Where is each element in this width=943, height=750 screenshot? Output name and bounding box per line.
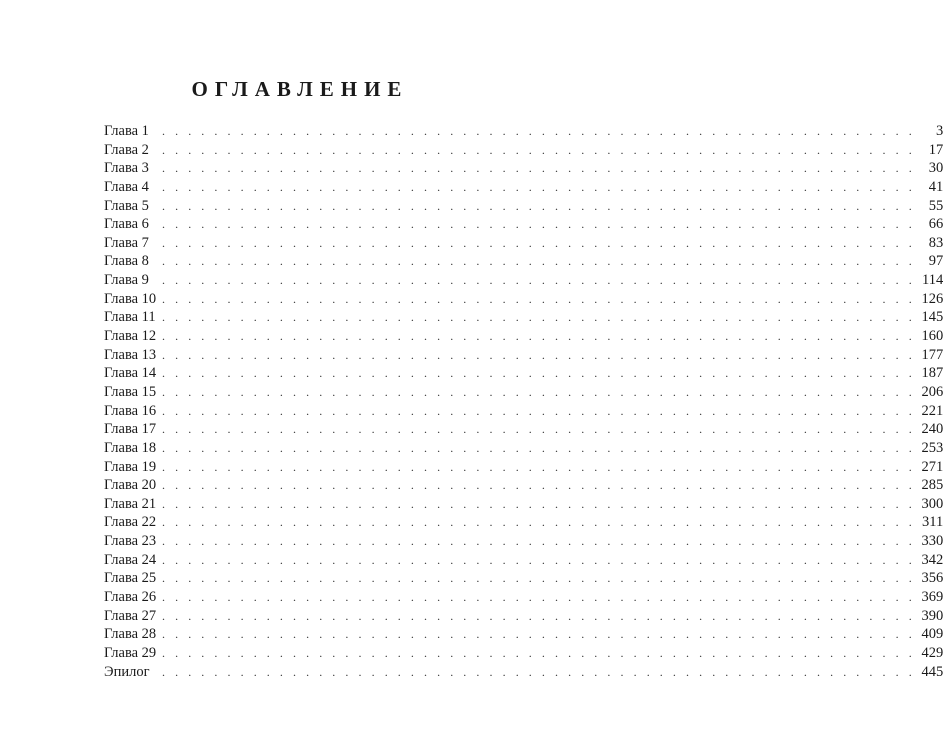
toc-entry xyxy=(104,383,943,402)
toc-entry-label: Глава 14 xyxy=(104,365,157,382)
toc-entry-label: Глава 1 xyxy=(104,123,149,139)
page-title: ОГЛАВЛЕНИЕ xyxy=(191,77,409,101)
toc-entry xyxy=(104,420,943,439)
toc-entry xyxy=(104,141,943,160)
toc-entry-page-number: 114 xyxy=(922,272,943,289)
toc-entry xyxy=(104,551,943,570)
toc-entry-label: Глава 6 xyxy=(104,216,149,233)
toc-entry-page-number: 253 xyxy=(921,439,943,456)
table-of-contents xyxy=(104,122,943,681)
toc-entry xyxy=(104,308,943,327)
toc-entry-label: Глава 9 xyxy=(104,272,149,289)
toc-dot-leader: . . . . . . . . . . . . . . . . . . . . . . . . . . . . . . . . . . . . . . . . . . . . . . . . . . . . . . . . . . xyxy=(162,217,916,232)
toc-entry-label: Глава 27 xyxy=(104,607,157,624)
toc-entry-page-number: 429 xyxy=(921,644,943,661)
toc-entry xyxy=(104,346,943,365)
toc-entry xyxy=(104,252,943,271)
toc-entry-label: Глава 25 xyxy=(104,570,157,587)
toc-dot-leader: . . . . . . . . . . . . . . . . . . . . . . . . . . . . . . . . . . . . . . . . . . . . . . . . . . . . . . . . . . xyxy=(162,310,916,325)
toc-dot-leader: . . . . . . . . . . . . . . . . . . . . . . . . . . . . . . . . . . . . . . . . . . . . . . . . . . . . . . . . . . xyxy=(162,347,916,362)
toc-entry xyxy=(104,569,943,588)
toc-entry-label: Глава 12 xyxy=(104,328,157,345)
toc-dot-leader: . . . . . . . . . . . . . . . . . . . . . . . . . . . . . . . . . . . . . . . . . . . . . . . . . . . . . . . . . . xyxy=(162,273,916,288)
toc-dot-leader: . . . . . . . . . . . . . . . . . . . . . . . . . . . . . . . . . . . . . . . . . . . . . . . . . . . . . . . . . . xyxy=(162,534,916,549)
toc-entry xyxy=(104,607,943,626)
toc-entry xyxy=(104,458,943,477)
toc-entry-page-number: 206 xyxy=(921,383,943,400)
toc-entry-label: Глава 5 xyxy=(104,197,149,214)
toc-entry-page-number: 126 xyxy=(921,290,943,307)
toc-entry-label: Глава 10 xyxy=(104,290,157,307)
toc-dot-leader: . . . . . . . . . . . . . . . . . . . . . . . . . . . . . . . . . . . . . . . . . . . . . . . . . . . . . . . . . . xyxy=(162,198,916,213)
toc-dot-leader: . . . . . . . . . . . . . . . . . . . . . . . . . . . . . . . . . . . . . . . . . . . . . . . . . . . . . . . . . . xyxy=(162,627,916,642)
toc-entry-page-number: 356 xyxy=(921,570,943,587)
toc-entry-page-number: 221 xyxy=(921,402,943,419)
toc-entry xyxy=(104,625,943,644)
toc-entry xyxy=(104,159,943,178)
toc-entry xyxy=(104,663,943,682)
toc-entry-label: Глава 3 xyxy=(104,160,149,177)
toc-entry xyxy=(104,271,943,290)
toc-entry xyxy=(104,290,943,309)
toc-dot-leader: . . . . . . . . . . . . . . . . . . . . . . . . . . . . . . . . . . . . . . . . . . . . . . . . . . . . . . . . . . xyxy=(162,329,916,344)
toc-entry-label: Глава 26 xyxy=(104,589,157,606)
toc-entry-page-number: 311 xyxy=(922,514,943,531)
toc-dot-leader: . . . . . . . . . . . . . . . . . . . . . . . . . . . . . . . . . . . . . . . . . . . . . . . . . . . . . . . . . . xyxy=(162,590,916,605)
toc-entry-label: Глава 21 xyxy=(104,495,157,512)
toc-entry-label: Глава 8 xyxy=(104,253,149,270)
toc-entry-page-number: 369 xyxy=(921,589,943,606)
toc-entry-page-number: 41 xyxy=(928,178,943,195)
toc-entry-label: Глава 16 xyxy=(104,402,157,419)
toc-entry-page-number: 445 xyxy=(921,663,943,680)
toc-dot-leader: . . . . . . . . . . . . . . . . . . . . . . . . . . . . . . . . . . . . . . . . . . . . . . . . . . . . . . . . . . xyxy=(162,440,916,455)
toc-entry-page-number: 271 xyxy=(921,458,943,475)
toc-entry-page-number: 97 xyxy=(928,253,943,270)
toc-entry xyxy=(104,439,943,458)
toc-entry-label: Глава 29 xyxy=(104,644,157,661)
toc-dot-leader: . . . . . . . . . . . . . . . . . . . . . . . . . . . . . . . . . . . . . . . . . . . . . . . . . . . . . . . . . . xyxy=(162,515,916,530)
toc-entry-page-number: 145 xyxy=(921,309,943,326)
toc-dot-leader: . . . . . . . . . . . . . . . . . . . . . . . . . . . . . . . . . . . . . . . . . . . . . . . . . . . . . . . . . . xyxy=(162,403,916,418)
toc-entry xyxy=(104,215,943,234)
toc-dot-leader: . . . . . . . . . . . . . . . . . . . . . . . . . . . . . . . . . . . . . . . . . . . . . . . . . . . . . . . . . . xyxy=(162,161,916,176)
toc-entry-page-number: 30 xyxy=(928,160,943,177)
toc-entry-label: Глава 22 xyxy=(104,514,157,531)
toc-entry-label: Глава 11 xyxy=(104,309,156,326)
toc-entry-label: Глава 19 xyxy=(104,458,157,475)
toc-dot-leader: . . . . . . . . . . . . . . . . . . . . . . . . . . . . . . . . . . . . . . . . . . . . . . . . . . . . . . . . . . xyxy=(162,608,916,623)
toc-entry-page-number: 55 xyxy=(928,197,943,214)
toc-entry-label: Глава 15 xyxy=(104,383,157,400)
toc-dot-leader: . . . . . . . . . . . . . . . . . . . . . . . . . . . . . . . . . . . . . . . . . . . . . . . . . . . . . . . . . . xyxy=(162,384,916,399)
toc-entry xyxy=(104,644,943,663)
toc-entry-label: Глава 7 xyxy=(104,234,149,251)
toc-entry xyxy=(104,588,943,607)
toc-dot-leader: . . . . . . . . . . . . . . . . . . . . . . . . . . . . . . . . . . . . . . . . . . . . . . . . . . . . . . . . . . xyxy=(162,645,916,660)
toc-entry xyxy=(104,513,943,532)
toc-dot-leader: . . . . . . . . . . . . . . . . . . . . . . . . . . . . . . . . . . . . . . . . . . . . . . . . . . . . . . . . . . xyxy=(162,254,916,269)
toc-entry-page-number: 390 xyxy=(921,607,943,624)
toc-entry-page-number: 187 xyxy=(921,365,943,382)
toc-entry xyxy=(104,178,943,197)
toc-entry xyxy=(104,122,943,141)
toc-entry xyxy=(104,197,943,216)
toc-entry-page-number: 409 xyxy=(921,626,943,643)
toc-dot-leader: . . . . . . . . . . . . . . . . . . . . . . . . . . . . . . . . . . . . . . . . . . . . . . . . . . . . . . . . . . xyxy=(162,496,916,511)
toc-entry-page-number: 285 xyxy=(921,477,943,494)
toc-entry xyxy=(104,476,943,495)
toc-dot-leader: . . . . . . . . . . . . . . . . . . . . . . . . . . . . . . . . . . . . . . . . . . . . . . . . . . . . . . . . . . xyxy=(162,142,916,157)
toc-entry-page-number: 300 xyxy=(921,495,943,512)
toc-entry-label: Глава 17 xyxy=(104,421,157,438)
toc-entry xyxy=(104,364,943,383)
toc-entry xyxy=(104,327,943,346)
toc-entry-page-number: 177 xyxy=(921,346,943,363)
toc-dot-leader: . . . . . . . . . . . . . . . . . . . . . . . . . . . . . . . . . . . . . . . . . . . . . . . . . . . . . . . . . . xyxy=(162,235,916,250)
toc-entry-page-number: 83 xyxy=(928,234,943,251)
toc-entry xyxy=(104,495,943,514)
toc-entry-label: Эпилог xyxy=(104,663,150,680)
toc-entry-label: Глава 23 xyxy=(104,533,157,550)
toc-dot-leader: . . . . . . . . . . . . . . . . . . . . . . . . . . . . . . . . . . . . . . . . . . . . . . . . . . . . . . . . . . xyxy=(162,459,916,474)
toc-dot-leader: . . . . . . . . . . . . . . . . . . . . . . . . . . . . . . . . . . . . . . . . . . . . . . . . . . . . . . . . . . xyxy=(162,179,916,194)
toc-entry-page-number: 160 xyxy=(921,328,943,345)
toc-entry-label: Глава 18 xyxy=(104,439,157,456)
toc-dot-leader: . . . . . . . . . . . . . . . . . . . . . . . . . . . . . . . . . . . . . . . . . . . . . . . . . . . . . . . . . . xyxy=(162,124,916,138)
toc-entry-label: Глава 2 xyxy=(104,141,149,158)
toc-entry-label: Глава 13 xyxy=(104,346,157,363)
toc-entry-page-number: 17 xyxy=(928,141,943,158)
toc-entry xyxy=(104,532,943,551)
toc-dot-leader: . . . . . . . . . . . . . . . . . . . . . . . . . . . . . . . . . . . . . . . . . . . . . . . . . . . . . . . . . . xyxy=(162,552,916,567)
toc-dot-leader: . . . . . . . . . . . . . . . . . . . . . . . . . . . . . . . . . . . . . . . . . . . . . . . . . . . . . . . . . . xyxy=(162,366,916,381)
toc-entry-label: Глава 28 xyxy=(104,626,157,643)
toc-entry-page-number: 330 xyxy=(921,533,943,550)
toc-entry-page-number: 342 xyxy=(921,551,943,568)
toc-entry-page-number: 3 xyxy=(936,123,943,139)
toc-entry xyxy=(104,402,943,421)
toc-dot-leader: . . . . . . . . . . . . . . . . . . . . . . . . . . . . . . . . . . . . . . . . . . . . . . . . . . . . . . . . . . xyxy=(162,422,916,437)
toc-entry-page-number: 240 xyxy=(921,421,943,438)
toc-entry xyxy=(104,234,943,253)
toc-entry-label: Глава 4 xyxy=(104,178,149,195)
toc-entry-label: Глава 24 xyxy=(104,551,157,568)
toc-dot-leader: . . . . . . . . . . . . . . . . . . . . . . . . . . . . . . . . . . . . . . . . . . . . . . . . . . . . . . . . . . xyxy=(162,478,916,493)
toc-entry-page-number: 66 xyxy=(928,216,943,233)
toc-dot-leader: . . . . . . . . . . . . . . . . . . . . . . . . . . . . . . . . . . . . . . . . . . . . . . . . . . . . . . . . . . xyxy=(162,571,916,586)
toc-dot-leader: . . . . . . . . . . . . . . . . . . . . . . . . . . . . . . . . . . . . . . . . . . . . . . . . . . . . . . . . . . xyxy=(162,664,916,679)
toc-dot-leader: . . . . . . . . . . . . . . . . . . . . . . . . . . . . . . . . . . . . . . . . . . . . . . . . . . . . . . . . . . xyxy=(162,291,916,306)
toc-entry-label: Глава 20 xyxy=(104,477,157,494)
